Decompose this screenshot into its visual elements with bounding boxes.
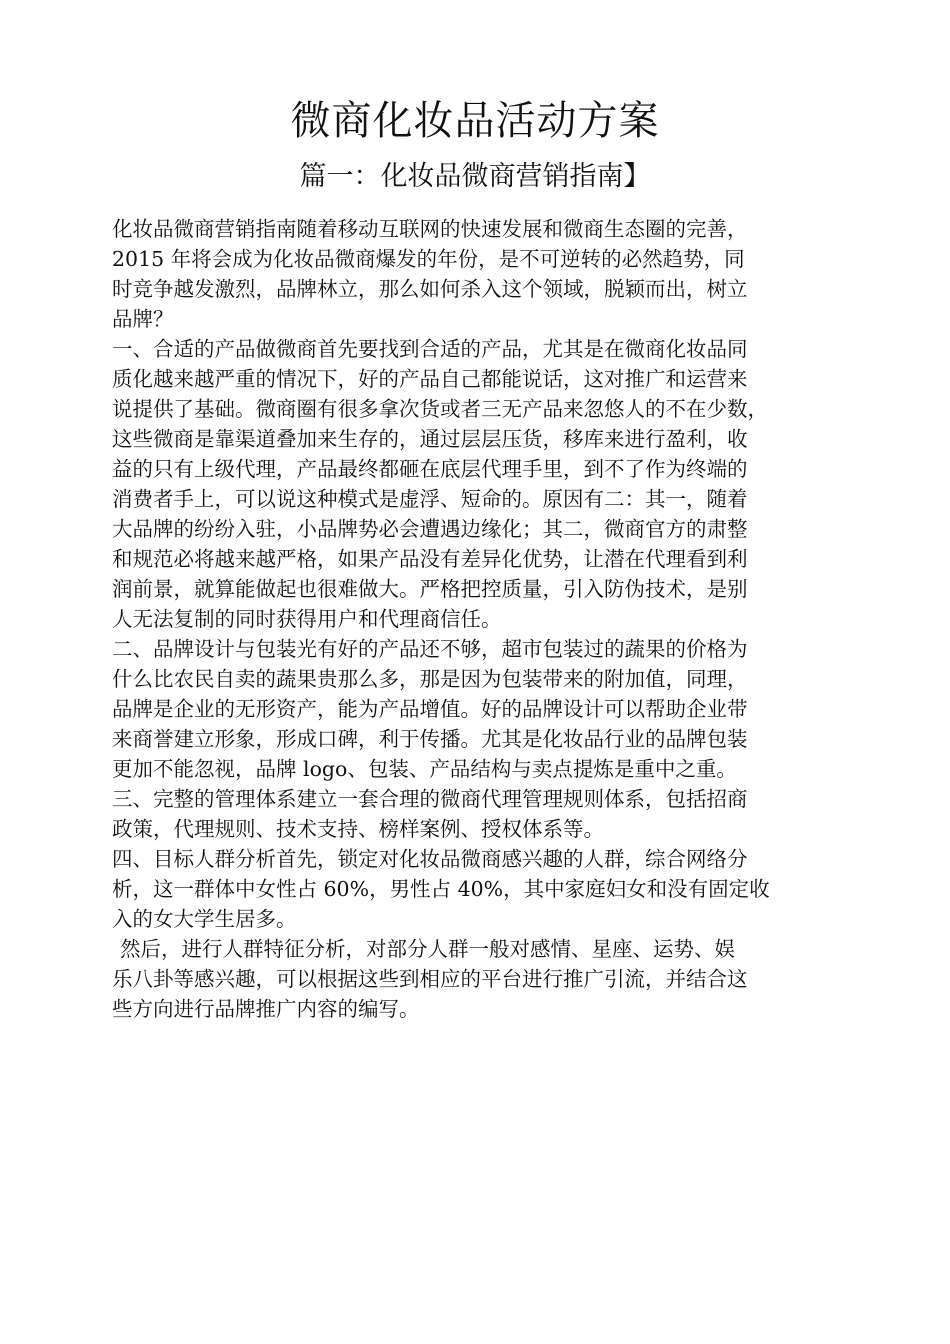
body-line: 析，这一群体中女性占 60%，男性占 40%，其中家庭妇女和没有固定收 [112, 877, 770, 901]
body-line: 更加不能忽视，品牌 logo、包装、产品结构与卖点提炼是重中之重。 [112, 757, 737, 781]
body-line: 四、目标人群分析首先，锁定对化妆品微商感兴趣的人群，综合网络分 [112, 847, 748, 871]
document-title: 微商化妆品活动方案 [290, 98, 660, 144]
body-line: 人无法复制的同时获得用户和代理商信任。 [112, 607, 502, 631]
body-line: 些方向进行品牌推广内容的编写。 [112, 997, 420, 1021]
document-subtitle: 篇一：化妆品微商营销指南】 [299, 161, 651, 192]
body-line: 入的女大学生居多。 [112, 907, 297, 931]
body-line: 一、合适的产品做微商首先要找到合适的产品，尤其是在微商化妆品同 [112, 337, 748, 361]
body-line: 润前景，就算能做起也很难做大。严格把控质量，引入防伪技术，是别 [112, 577, 748, 601]
document-body [112, 214, 852, 1024]
body-line: 然后，进行人群特征分析，对部分人群一般对感情、星座、运势、娱 [120, 937, 735, 961]
body-line: 这些微商是靠渠道叠加来生存的，通过层层压货，移库来进行盈利，收 [112, 427, 748, 451]
body-line: 乐八卦等感兴趣，可以根据这些到相应的平台进行推广引流，并结合这 [112, 967, 748, 991]
body-line: 大品牌的纷纷入驻，小品牌势必会遭遇边缘化；其二，微商官方的肃整 [112, 517, 748, 541]
body-line: 政策，代理规则、技术支持、榜样案例、授权体系等。 [112, 817, 604, 841]
body-line: 和规范必将越来越严格，如果产品没有差异化优势，让潜在代理看到利 [112, 547, 748, 571]
body-line: 益的只有上级代理，产品最终都砸在底层代理手里，到不了作为终端的 [112, 457, 748, 481]
body-line: 化妆品微商营销指南随着移动互联网的快速发展和微商生态圈的完善， [112, 217, 748, 241]
body-line: 什么比农民自卖的蔬果贵那么多，那是因为包装带来的附加值，同理， [112, 667, 748, 691]
body-line: 2015 年将会成为化妆品微商爆发的年份，是不可逆转的必然趋势，同 [112, 247, 745, 271]
body-line: 二、品牌设计与包装光有好的产品还不够，超市包装过的蔬果的价格为 [112, 637, 748, 661]
body-line: 质化越来越严重的情况下，好的产品自己都能说话，这对推广和运营来 [112, 367, 748, 391]
body-line: 品牌是企业的无形资产，能为产品增值。好的品牌设计可以帮助企业带 [112, 697, 748, 721]
body-line: 三、完整的管理体系建立一套合理的微商代理管理规则体系，包括招商 [112, 787, 748, 811]
body-line: 消费者手上，可以说这种模式是虚浮、短命的。原因有二：其一，随着 [112, 487, 748, 511]
body-line: 说提供了基础。微商圈有很多拿次货或者三无产品来忽悠人的不在少数， [112, 397, 768, 421]
body-line: 时竞争越发激烈，品牌林立，那么如何杀入这个领域，脱颖而出，树立 [112, 277, 748, 301]
body-line: 来商誉建立形象，形成口碑，利于传播。尤其是化妆品行业的品牌包装 [112, 727, 748, 751]
body-line: 品牌？ [112, 307, 174, 331]
